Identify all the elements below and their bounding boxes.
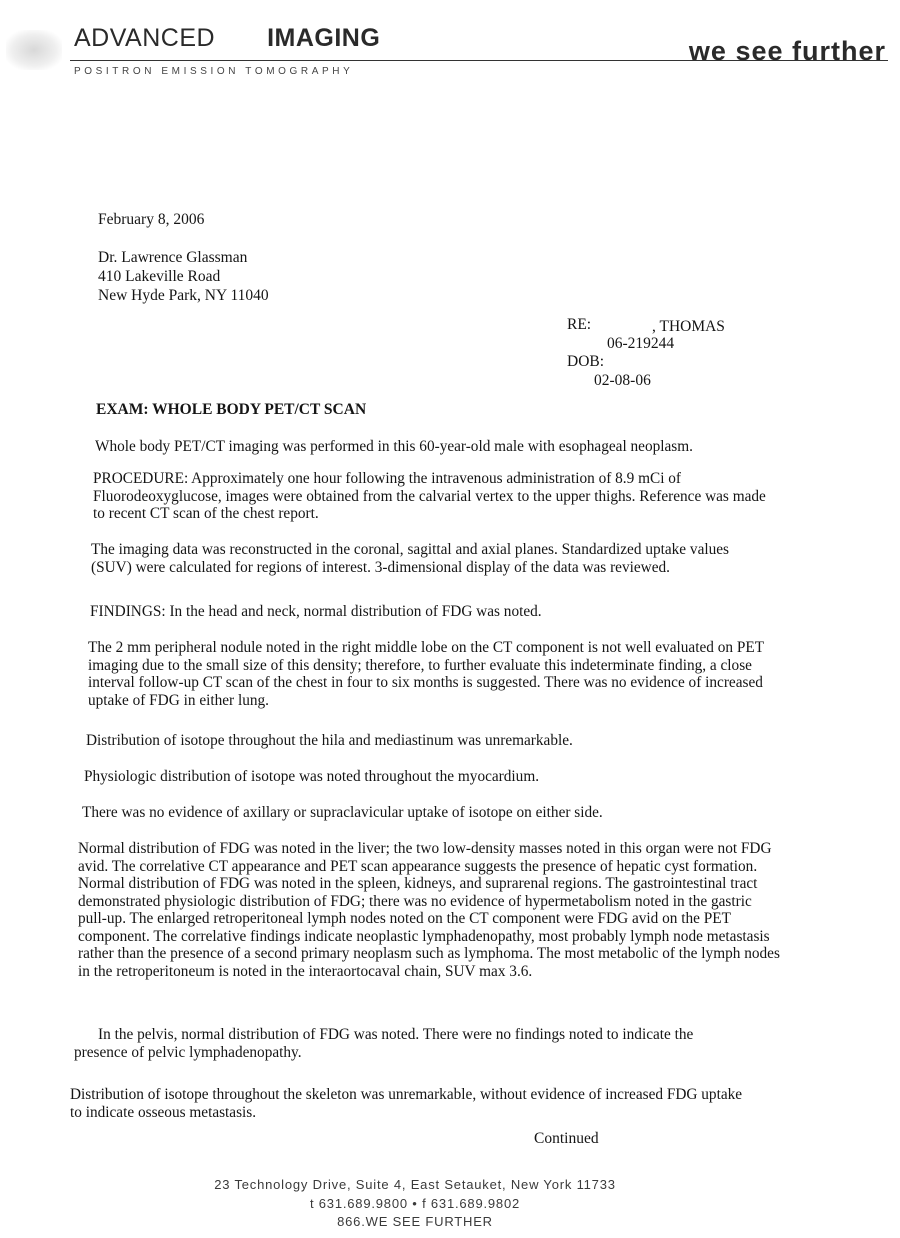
recipient-street: 410 Lakeville Road — [98, 268, 221, 285]
footer-toll-free: 866.WE SEE FURTHER — [337, 1214, 493, 1229]
paragraph-procedure: PROCEDURE: Approximately one hour following the intravenous administration of 8.9 mCi of Fluorodeoxyglucose, images were obtained from the calvarial vertex to the upper thighs. Reference was made to recent CT scan of the chest report. — [93, 470, 766, 522]
paragraph-abdomen: Normal distribution of FDG was noted in the liver; the two low-density masses noted in this organ were not FDG avid. The correlative CT appearance and PET scan appearance suggests the presence of hepatic cyst formation. Normal distribution of FDG was noted in the spleen, kidneys, and suprarenal regions. The gastrointestinal tract demonstrated physiologic distribution of FDG; there was no evidence of hypermetabolism noted in the gastric pull-up. The enlarged retroperitoneal lymph nodes noted on the CT component were FDG avid on the PET component. The correlative findings indicate neoplastic lymphadenopathy, most probably lymph node metastasis rather than the presence of a second primary neoplasm such as lymphoma. The most metabolic of the lymph nodes in the retroperitoneum is noted in the interaortocaval chain, SUV max 3.6. — [78, 840, 780, 980]
paragraph-intro: Whole body PET/CT imaging was performed in this 60-year-old male with esophageal neoplasm. — [95, 438, 693, 455]
recipient-city: New Hyde Park, NY 11040 — [98, 287, 269, 304]
paragraph-findings: FINDINGS: In the head and neck, normal distribution of FDG was noted. — [90, 603, 542, 620]
exam-heading: EXAM: WHOLE BODY PET/CT SCAN — [96, 401, 367, 418]
paragraph-mediastinum: Distribution of isotope throughout the hila and mediastinum was unremarkable. — [86, 732, 573, 749]
brand-left: ADVANCED — [74, 24, 216, 52]
dob-label: DOB: — [567, 353, 605, 370]
letter-date: February 8, 2006 — [98, 211, 205, 228]
paragraph-axillary: There was no evidence of axillary or supraclavicular uptake of isotope on either side. — [82, 804, 603, 821]
paragraph-skeleton: Distribution of isotope throughout the skeleton was unremarkable, without evidence of increased FDG uptake to indicate osseous metastasis. — [70, 1086, 743, 1121]
footer-phones: t 631.689.9800 • f 631.689.9802 — [309, 1196, 521, 1211]
brand-tagline: we see further — [688, 36, 886, 66]
paragraph-myocardium: Physiologic distribution of isotope was noted throughout the myocardium. — [84, 768, 540, 785]
brand-logo — [74, 24, 380, 53]
footer-address: 23 Technology Drive, Suite 4, East Setauket, New York 11733 — [214, 1177, 616, 1192]
continued-label: Continued — [534, 1130, 599, 1147]
patient-id: 06-219244 — [607, 335, 675, 352]
patient-name: , THOMAS — [652, 318, 725, 335]
brand-right: IMAGING — [267, 24, 381, 52]
brand-subtitle: POSITRON EMISSION TOMOGRAPHY — [74, 66, 354, 77]
paragraph-lung: The 2 mm peripheral nodule noted in the right middle lobe on the CT component is not well evaluated on PET imaging due to the small size of this density; therefore, to further evaluate this indeterminate finding, a close interval follow-up CT scan of the chest in four to six months is suggested. There was no evidence of increased uptake of FDG in either lung. — [88, 639, 764, 709]
paragraph-reconstruction: The imaging data was reconstructed in the coronal, sagittal and axial planes. Standardized uptake values (SUV) were calculated for regions of interest. 3-dimensional display of the data was reviewed. — [91, 541, 729, 576]
paragraph-pelvis: In the pelvis, normal distribution of FDG was noted. There were no findings noted to indicate the presence of pelvic lymphadenopathy. — [74, 1026, 694, 1061]
re-label: RE: — [567, 316, 592, 333]
scan-smudge — [6, 30, 62, 70]
dob-value: 02-08-06 — [594, 372, 651, 389]
recipient-name: Dr. Lawrence Glassman — [98, 249, 248, 266]
